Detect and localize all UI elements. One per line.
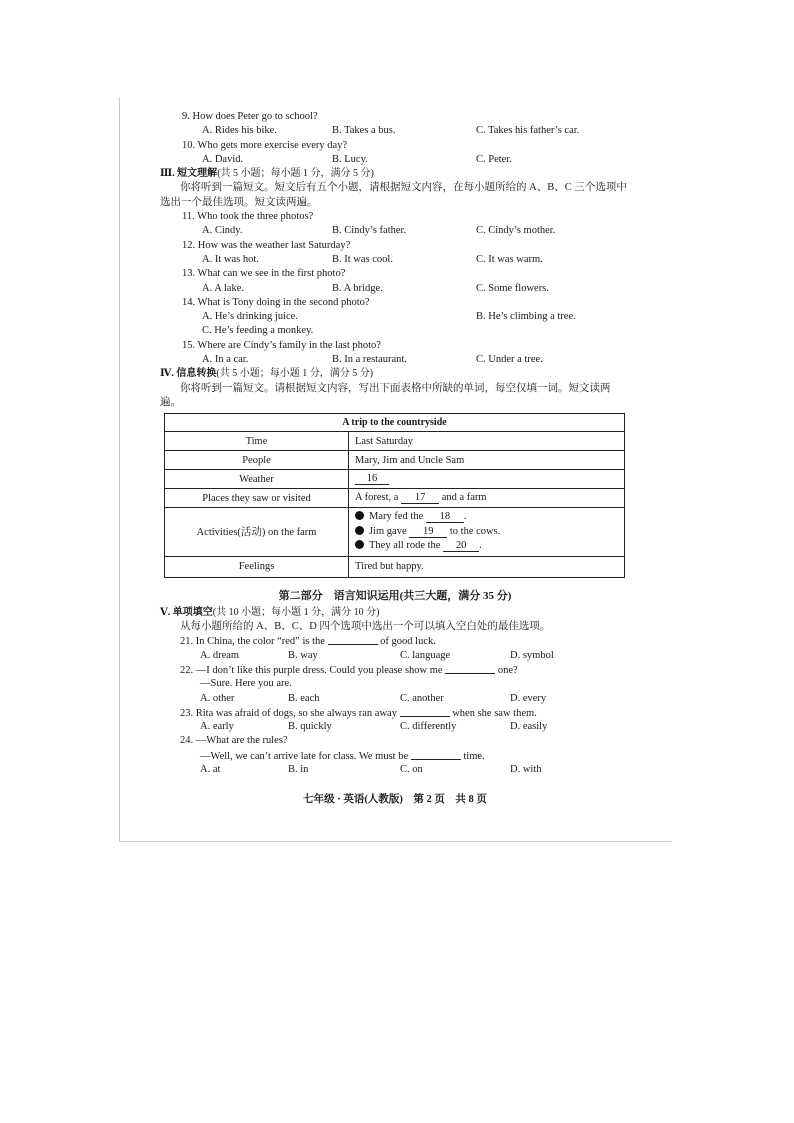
option-a: A. Cindy. (202, 225, 243, 237)
question-13 (160, 267, 630, 281)
section-note: (共 5 小题；每小题 1 分，满分 5 分) (216, 368, 374, 380)
row-value: Last Saturday (349, 432, 625, 451)
table-row (165, 556, 625, 577)
answer-blank-19[interactable]: 19 (409, 526, 447, 538)
question-stem: of good luck. (380, 636, 436, 648)
section-title: Ⅳ. 信息转换 (160, 368, 217, 380)
option-c: C. He’s feeding a monkey. (202, 325, 314, 337)
section-instruction: 你将听到一篇短文。短文后有五个小题，请根据短文内容，在每小题所给的 A、B、C 三个选项中选出一个最佳选项。短文读两遍。 (160, 182, 627, 208)
question-stem: —Well, we can’t arrive late for class. We must be (200, 750, 409, 762)
question-stem: one? (497, 664, 518, 676)
exam-page (160, 110, 630, 806)
section-4-heading (160, 367, 630, 381)
row-label: Places they saw or visited (165, 489, 349, 508)
option-c: C. on (400, 764, 423, 775)
option-d: D. symbol (510, 649, 554, 661)
question-12 (160, 239, 630, 253)
option-a: A. He’s drinking juice. (202, 311, 298, 323)
question-11 (160, 210, 630, 224)
row-label: People (165, 451, 349, 470)
question-stem: 13. What can we see in the first photo? (182, 268, 346, 280)
question-10 (160, 139, 630, 153)
question-22 (160, 663, 630, 677)
table-row (165, 508, 625, 557)
options-14 (160, 310, 630, 324)
row-label: Feelings (165, 556, 349, 577)
answer-blank[interactable] (411, 749, 461, 760)
question-21 (160, 634, 630, 648)
option-c: C. Peter. (476, 153, 512, 165)
question-stem: when she saw them. (452, 707, 537, 719)
option-b: B. way (288, 649, 318, 661)
activity-item (355, 510, 620, 525)
answer-blank-20[interactable]: 20 (443, 540, 479, 552)
row-label: Weather (165, 470, 349, 489)
bullet-icon (355, 540, 364, 549)
option-a: A. David. (202, 153, 244, 165)
section-note: (共 10 小题；每小题 1 分，满分 10 分) (212, 606, 380, 618)
option-a: A. A lake. (202, 282, 244, 294)
table-row (165, 489, 625, 508)
option-b: B. Takes a bus. (332, 125, 396, 137)
options-11 (160, 224, 630, 238)
question-23 (160, 706, 630, 720)
question-stem: time. (463, 750, 485, 762)
question-stem: 24. —What are the rules? (180, 735, 288, 747)
option-c: C. Cindy’s mother. (476, 225, 556, 237)
option-c: C. Some flowers. (476, 282, 549, 294)
question-stem: 11. Who took the three photos? (182, 211, 314, 223)
options-24 (160, 763, 630, 777)
question-stem: 22. —I don’t like this purple dress. Could you please show me (180, 664, 443, 676)
question-stem: 21. In China, the color “red” is the (180, 636, 325, 648)
row-text: and a farm (441, 492, 487, 504)
options-14-cont (160, 324, 630, 338)
options-13 (160, 282, 630, 296)
activity-item (355, 525, 620, 540)
option-c: C. language (400, 649, 451, 661)
answer-blank-17[interactable]: 17 (401, 492, 439, 504)
row-label: Time (165, 432, 349, 451)
question-14 (160, 296, 630, 310)
option-b: B. Cindy’s father. (332, 225, 407, 237)
options-21 (160, 649, 630, 663)
activity-text: Mary fed the (369, 511, 424, 523)
question-15 (160, 339, 630, 353)
option-d: D. easily (510, 721, 548, 733)
question-stem: —Sure. Here you are. (200, 678, 292, 690)
bullet-icon (355, 526, 364, 535)
option-c: C. another (400, 692, 444, 704)
answer-blank-18[interactable]: 18 (426, 511, 464, 523)
table-title: A trip to the countryside (165, 414, 625, 432)
row-value: Tired but happy. (349, 556, 625, 577)
option-b: B. each (288, 692, 320, 704)
answer-blank[interactable] (445, 663, 495, 674)
answer-blank-16[interactable]: 16 (355, 473, 389, 485)
option-a: A. Rides his bike. (202, 125, 277, 137)
section-instruction: 从每小题所给的 A、B、C、D 四个选项中选出一个可以填入空白处的最佳选项。 (180, 621, 551, 633)
options-22 (160, 692, 630, 706)
activity-text: Jim gave (369, 525, 407, 537)
option-c: C. differently (400, 721, 457, 733)
section-instruction: 你将听到一篇短文。请根据短文内容，写出下面表格中所缺的单词，每空仅填一词。短文读两遍。 (160, 382, 611, 408)
info-table (164, 413, 625, 578)
answer-blank[interactable] (328, 634, 378, 645)
option-a: A. at (200, 764, 221, 775)
options-9 (160, 124, 630, 138)
answer-blank[interactable] (400, 706, 450, 717)
part-heading: 第二部分 语言知识运用(共三大题，满分 35 分) (278, 589, 512, 602)
option-d: D. with (510, 764, 542, 775)
activity-text: . (479, 540, 482, 552)
option-b: B. quickly (288, 721, 332, 733)
question-stem: 15. Where are Cindy’s family in the last photo? (182, 339, 381, 351)
option-b: B. He’s climbing a tree. (476, 311, 576, 323)
option-b: B. A bridge. (332, 282, 383, 294)
scan-edge (119, 841, 671, 842)
activity-text: They all rode the (369, 540, 441, 552)
activity-text: to the cows. (449, 525, 501, 537)
option-c: C. Takes his father’s car. (476, 125, 580, 137)
question-stem: 14. What is Tony doing in the second photo? (182, 296, 370, 308)
table-row (165, 451, 625, 470)
row-value: Mary, Jim and Uncle Sam (349, 451, 625, 470)
section-note: (共 5 小题；每小题 1 分，满分 5 分) (217, 168, 374, 180)
option-b: B. in (288, 764, 309, 775)
row-text: A forest, a (355, 492, 399, 504)
question-24-line2 (160, 749, 630, 763)
options-23 (160, 720, 630, 734)
option-a: A. other (200, 692, 235, 704)
option-c: C. It was warm. (476, 253, 543, 265)
option-a: A. In a car. (202, 354, 249, 366)
section-title: Ⅴ. 单项填空 (160, 606, 213, 618)
option-b: B. In a restaurant. (332, 354, 407, 366)
question-22-line2 (160, 677, 630, 691)
section-5-heading (160, 606, 630, 620)
question-9 (160, 110, 630, 124)
option-a: A. It was hot. (202, 253, 259, 265)
options-10 (160, 153, 630, 167)
option-b: B. It was cool. (332, 253, 393, 265)
option-c: C. Under a tree. (476, 354, 543, 366)
options-12 (160, 253, 630, 267)
question-stem: 9. How does Peter go to school? (182, 111, 318, 122)
question-stem: 23. Rita was afraid of dogs, so she always ran away (180, 707, 397, 719)
option-b: B. Lucy. (332, 153, 368, 165)
option-a: A. dream (200, 649, 240, 661)
question-24 (160, 734, 630, 748)
page-footer: 七年级 · 英语(人教版) 第 2 页 共 8 页 (303, 794, 487, 806)
row-label: Activities(活动) on the farm (165, 508, 349, 557)
activity-text: . (463, 511, 467, 523)
section-title: Ⅲ. 短文理解 (160, 168, 218, 180)
scan-edge (119, 97, 120, 842)
question-stem: 10. Who gets more exercise every day? (182, 139, 348, 151)
table-row (165, 470, 625, 489)
question-stem: 12. How was the weather last Saturday? (182, 239, 351, 251)
table-row (165, 432, 625, 451)
bullet-icon (355, 511, 364, 520)
option-d: D. every (510, 692, 547, 704)
option-a: A. early (200, 721, 234, 733)
section-3-heading (160, 167, 630, 181)
activity-item (355, 539, 620, 554)
options-15 (160, 353, 630, 367)
